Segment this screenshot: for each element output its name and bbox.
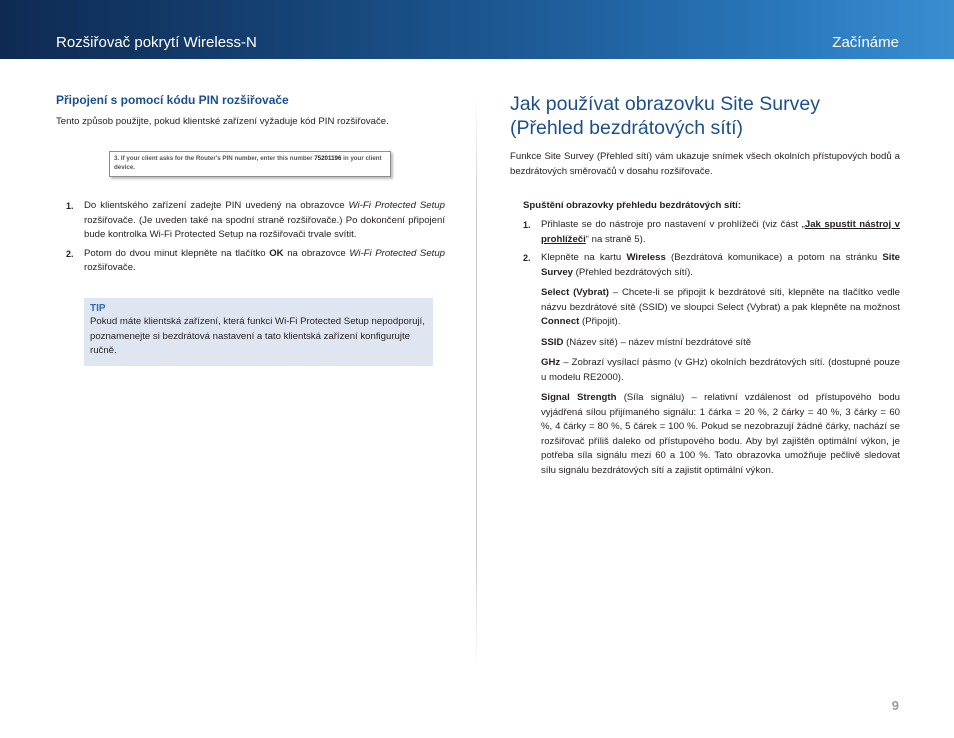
step-text: Potom do dvou minut klepněte na tlačítko (84, 247, 270, 259)
definition-term: Signal Strength (541, 392, 617, 403)
site-survey-label: Site Survey (541, 252, 900, 278)
step-emphasis: Wi-Fi Protected Setup (348, 200, 445, 211)
left-column (56, 93, 445, 130)
definition-item (523, 336, 900, 351)
definition-text: – Chcete-li se připojit k bezdrátové síti, klepněte na tlačítko vedle názvu bezdrátové sítě (SSID) ve sloupci Select (Vybrat) a pak klepněte na možnost (541, 287, 900, 313)
site-survey-list (523, 218, 900, 482)
step-number: 2. (66, 248, 74, 259)
browser-utility-link[interactable]: Jak spustit nástroj v prohlížeči (541, 219, 900, 245)
pin-screenshot (109, 151, 391, 177)
document-title: Rozšiřovač pokrytí Wireless-N (56, 34, 257, 51)
list-item (523, 218, 900, 247)
definition-text: – Zobrazí vysílací pásmo (v GHz) okolních bezdrátových sítí. (dostupné pouze u modelu RE2000). (541, 357, 900, 383)
definition-item (523, 391, 900, 478)
pin-intro-text: Tento způsob použijte, pokud klientské zařízení vyžaduje kód PIN rozšiřovače. (56, 116, 389, 127)
pin-steps-list (66, 199, 445, 280)
step-text-mid: (Bezdrátová komunikace) a potom na stránku (665, 252, 883, 263)
step-number: 1. (523, 220, 531, 230)
list-item (523, 251, 900, 280)
step-text-end: rozšiřovače. (84, 262, 136, 273)
screenshot-pin: 75201196 (314, 155, 342, 162)
column-divider (476, 98, 477, 668)
site-survey-steps (523, 200, 900, 211)
heading-line-1: Jak používat obrazovku Site Survey (510, 93, 820, 115)
step-text-mid: na obrazovce (283, 247, 350, 259)
step-text-end: (Přehled bezdrátových sítí). (573, 266, 693, 278)
ok-label: OK (269, 247, 284, 259)
step-text: Přihlaste se do nástroje pro nastavení v prohlížeči (viz část „ (541, 219, 805, 230)
step-text: Klepněte na kartu (541, 252, 627, 263)
connect-label: Connect (541, 316, 580, 327)
page-header (0, 0, 954, 59)
tip-box (84, 298, 433, 366)
wireless-tab-label: Wireless (626, 252, 666, 263)
screenshot-text-end: in your client device. (114, 155, 382, 171)
page-number: 9 (891, 698, 899, 713)
site-survey-heading (510, 92, 900, 140)
step-text-end: rozšiřovače. (Je uveden také na spodní straně rozšiřovače.) Po dokončení připojení bude kontrolka Wi-Fi Protected Setup na rozšiřovači trvale svítit. (84, 214, 445, 240)
heading-line-2: (Přehled bezdrátových sítí) (510, 117, 744, 139)
tip-text: Pokud máte klientská zařízení, která funkci Wi-Fi Protected Setup nepodporují, poznamenejte si bezdrátová nastavení a tato klientská zařízení konfigurujte ručně. (90, 316, 425, 356)
step-number: 2. (523, 253, 531, 263)
step-number: 1. (66, 201, 74, 211)
definition-term: Select (Vybrat) (541, 287, 609, 298)
steps-subheading: Spuštění obrazovky přehledu bezdrátových sítí: (523, 200, 742, 211)
list-item (66, 247, 445, 276)
screenshot-text: 3. If your client asks for the Router's PIN number, enter this number (114, 155, 315, 162)
step-text-end: “ na straně 5). (585, 233, 646, 245)
definition-term: SSID (541, 336, 564, 348)
definition-text: (Síla signálu) – relativní vzdálenost od přístupového bodu vyjádřená sílou přijímaného signálu: 1 čárka = 20 %, 2 čárky = 40 %, 3 čárky = 60 %, 4 čárky = 80 %, 5 čárek = 100 %. Pokud se nezobrazují žádné čárky, nachází se rozšiřovač příliš daleko od přístupového bodu. Aby byl zajištěn optimální výkon, je potřeba síla signálu mezi 60 a 100 %. Tato obrazovka umožňuje pečlivě sledovat sílu signálu bezdrátových sítí a zajistit optimální výkon. (541, 392, 900, 476)
right-column (510, 92, 900, 179)
step-emphasis: Wi-Fi Protected Setup (349, 247, 445, 259)
tip-label: TIP (90, 303, 106, 314)
step-text: Do klientského zařízení zadejte PIN uvedený na obrazovce (84, 200, 349, 211)
definition-term: GHz (541, 357, 561, 368)
pin-section-heading: Připojení s pomocí kódu PIN rozšiřovače (56, 93, 289, 107)
section-title: Začínáme (832, 34, 899, 51)
definition-text: (Název sítě) – název místní bezdrátové sítě (563, 336, 752, 348)
site-survey-intro: Funkce Site Survey (Přehled sítí) vám ukazuje snímek všech okolních přístupových bodů a bezdrátových směrovačů v dosahu rozšiřovače. (510, 151, 900, 177)
list-item (66, 199, 445, 243)
definition-item (523, 286, 900, 330)
definition-item (523, 356, 900, 385)
definition-text-end: (Připojit). (579, 316, 621, 327)
